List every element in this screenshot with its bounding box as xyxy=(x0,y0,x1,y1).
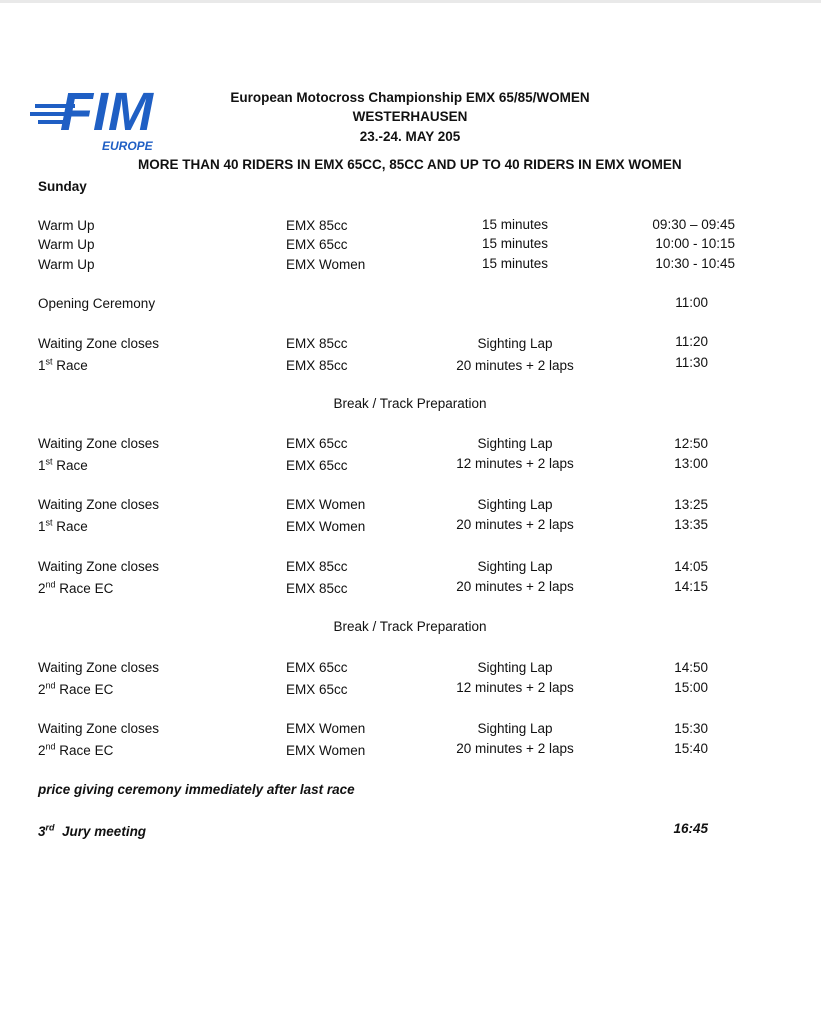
time: 10:00 - 10:15 xyxy=(655,236,735,251)
duration: 20 minutes + 2 laps xyxy=(456,517,574,532)
time: 12:50 xyxy=(674,436,708,451)
class-name: EMX Women xyxy=(286,519,366,534)
class-name: EMX Women xyxy=(286,497,366,512)
duration: Sighting Lap xyxy=(477,336,553,351)
class-name: EMX 85cc xyxy=(286,581,348,596)
duration: Sighting Lap xyxy=(477,559,553,574)
class-name: EMX 65cc xyxy=(286,237,348,252)
class-name: EMX Women xyxy=(286,743,366,758)
event-name: Waiting Zone closes xyxy=(38,660,160,675)
header-title: European Motocross Championship EMX 65/85/WOMEN xyxy=(230,90,590,105)
time: 11:00 xyxy=(675,295,708,310)
class-name: EMX 85cc xyxy=(286,218,348,233)
duration: 20 minutes + 2 laps xyxy=(456,579,574,594)
time: 14:05 xyxy=(674,559,708,574)
duration: 15 minutes xyxy=(481,217,549,232)
event-name: 2nd Race EC xyxy=(38,579,114,596)
event-name: Warm Up xyxy=(38,218,95,233)
logo-europe-text: EUROPE xyxy=(102,139,153,153)
class-name: EMX 65cc xyxy=(286,436,348,451)
break-track-preparation: Break / Track Preparation xyxy=(333,619,487,634)
duration: Sighting Lap xyxy=(477,721,553,736)
day-label: Sunday xyxy=(38,179,87,194)
time: 10:30 - 10:45 xyxy=(655,256,735,271)
class-name: EMX 65cc xyxy=(286,458,348,473)
class-name: EMX 65cc xyxy=(286,660,348,675)
class-name: EMX Women xyxy=(286,721,366,736)
event-name: Waiting Zone closes xyxy=(38,336,160,351)
time: 13:35 xyxy=(674,517,708,532)
event-name: Waiting Zone closes xyxy=(38,721,160,736)
jury-meeting-label: 3rd Jury meeting xyxy=(38,822,147,839)
duration: Sighting Lap xyxy=(477,660,553,675)
duration: 12 minutes + 2 laps xyxy=(456,680,574,695)
duration: Sighting Lap xyxy=(477,497,553,512)
event-name: Waiting Zone closes xyxy=(38,497,160,512)
class-name: EMX 85cc xyxy=(286,358,348,373)
class-name: EMX 65cc xyxy=(286,682,348,697)
event-name: Warm Up xyxy=(38,237,95,252)
event-name: 2nd Race EC xyxy=(38,741,114,758)
page-top-border xyxy=(0,0,821,3)
class-name: EMX 85cc xyxy=(286,336,348,351)
time: 11:30 xyxy=(675,355,708,370)
header-date: 23.-24. MAY 205 xyxy=(359,129,461,144)
time: 14:15 xyxy=(674,579,708,594)
header-venue: WESTERHAUSEN xyxy=(352,109,468,124)
time: 15:30 xyxy=(674,721,708,736)
event-name: 1st Race xyxy=(38,456,88,473)
duration: Sighting Lap xyxy=(477,436,553,451)
class-name: EMX Women xyxy=(286,257,366,272)
price-giving-note: price giving ceremony immediately after last race xyxy=(38,782,355,797)
event-name: Waiting Zone closes xyxy=(38,559,160,574)
event-name: 1st Race xyxy=(38,356,88,373)
jury-meeting-time: 16:45 xyxy=(673,821,708,836)
time: 13:00 xyxy=(674,456,708,471)
duration: 20 minutes + 2 laps xyxy=(456,358,574,373)
duration: 15 minutes xyxy=(481,236,549,251)
duration: 15 minutes xyxy=(481,256,549,271)
event-name: 1st Race xyxy=(38,517,88,534)
time: 14:50 xyxy=(674,660,708,675)
time: 13:25 xyxy=(674,497,708,512)
break-track-preparation: Break / Track Preparation xyxy=(333,396,487,411)
time: 15:00 xyxy=(674,680,708,695)
time: 11:20 xyxy=(675,334,708,349)
logo-fim-text: FIM xyxy=(60,84,153,142)
header-subtitle: MORE THAN 40 RIDERS IN EMX 65CC, 85CC AND UP TO 40 RIDERS IN EMX WOMEN xyxy=(138,157,682,172)
duration: 20 minutes + 2 laps xyxy=(456,741,574,756)
time: 09:30 – 09:45 xyxy=(652,217,735,232)
time: 15:40 xyxy=(674,741,708,756)
class-name: EMX 85cc xyxy=(286,559,348,574)
event-name: 2nd Race EC xyxy=(38,680,114,697)
event-name: Opening Ceremony xyxy=(38,296,156,311)
event-name: Warm Up xyxy=(38,257,95,272)
event-name: Waiting Zone closes xyxy=(38,436,160,451)
duration: 12 minutes + 2 laps xyxy=(456,456,574,471)
